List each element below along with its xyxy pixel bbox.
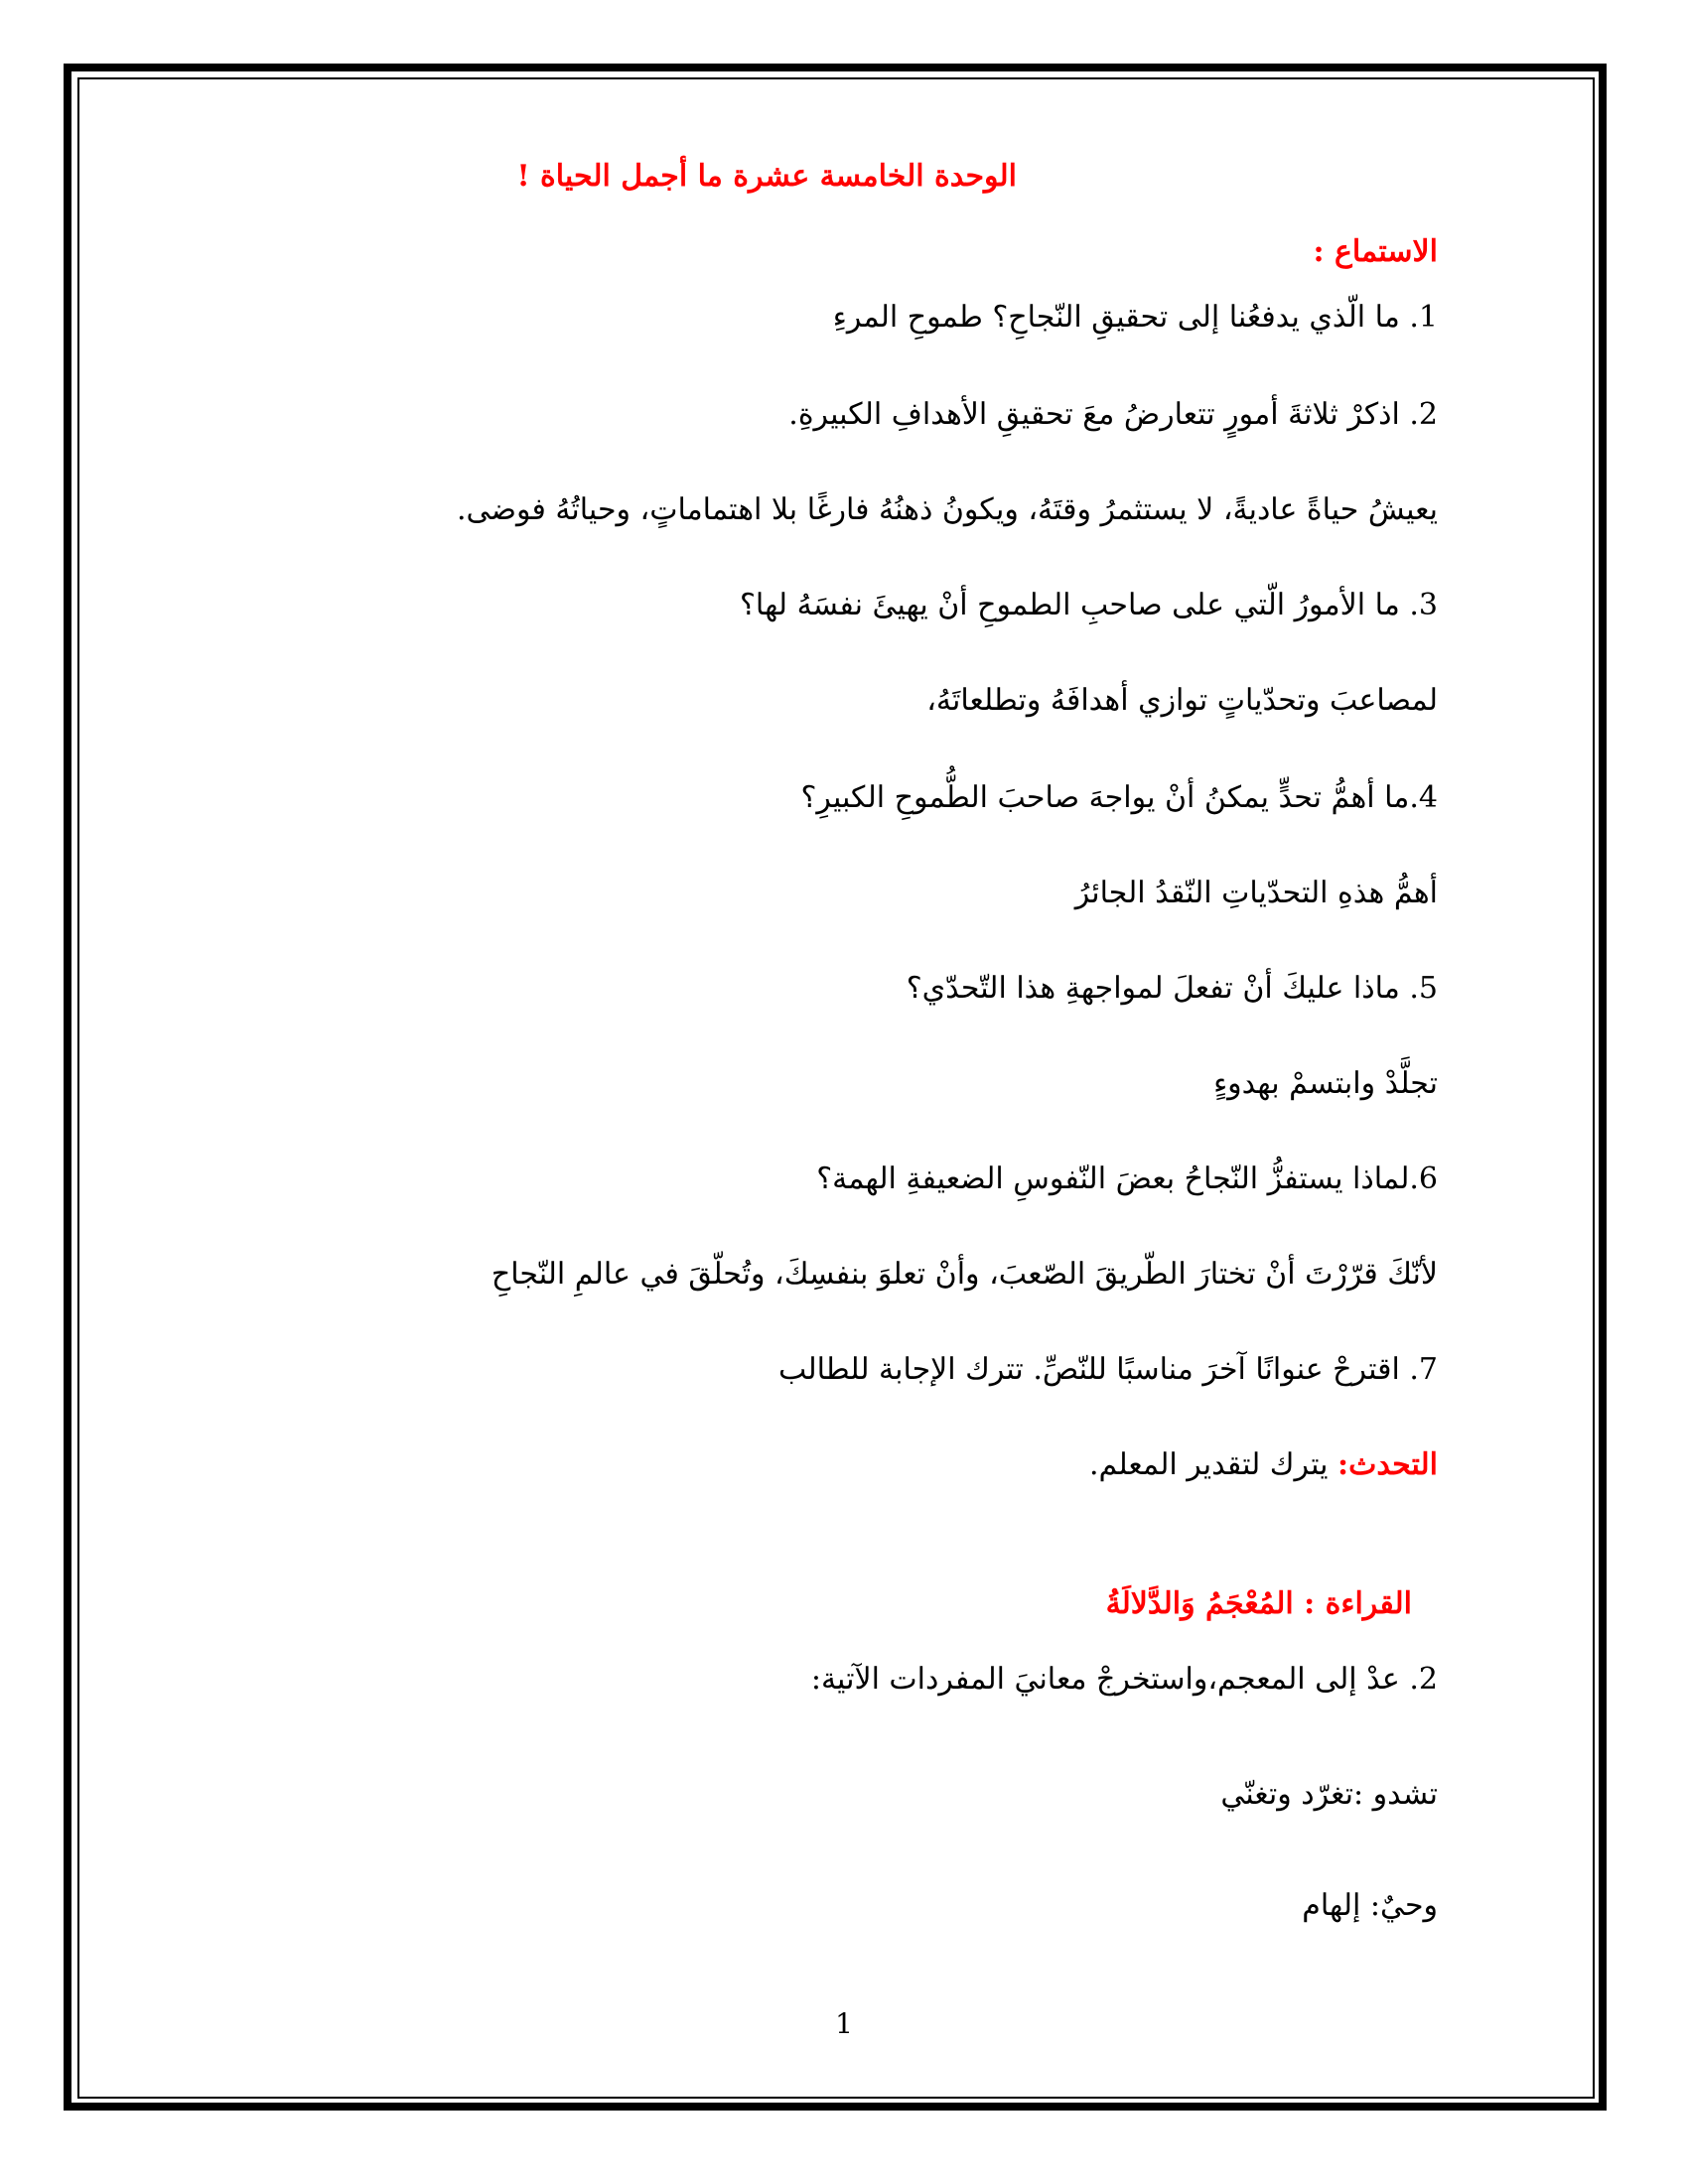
question-3: 3. ما الأمورُ الّتي على صاحبِ الطموحِ أنْ يهيئَ نفسَهُ لها؟: [740, 588, 1438, 622]
question-2: 2. اذكرْ ثلاثةَ أمورٍ تتعارضُ معَ تحقيقِ الأهدافِ الكبيرةِ.: [788, 397, 1438, 432]
speaking-text: يترك لتقدير المعلم.: [1088, 1447, 1338, 1482]
answer-5: تجلَّدْ وابتسمْ بهدوءٍ: [1213, 1066, 1438, 1101]
reading-heading: القراءة : المُعْجَمُ وَالدَّلالَةُ: [1105, 1586, 1412, 1621]
speaking-label: التحدث:: [1337, 1447, 1438, 1482]
listening-heading: الاستماع :: [1313, 234, 1438, 269]
page-number: 1: [835, 2007, 853, 2040]
answer-4: أهمُّ هذهِ التحدّياتِ النّقدُ الجائرُ: [1074, 876, 1438, 910]
answer-2: يعيشُ حياةً عاديةً، لا يستثمرُ وقتَهُ، ويكونُ ذهنُهُ فارغًا بلا اهتماماتٍ، وحياتُهُ فوضى.: [456, 492, 1438, 527]
question-7: 7. اقترحْ عنوانًا آخرَ مناسبًا للنّصِّ. تترك الإجابة للطالب: [778, 1352, 1438, 1387]
unit-title: الوحدة الخامسة عشرة ما أجمل الحياة !: [516, 159, 1017, 194]
question-1: 1. ما الّذي يدفعُنا إلى تحقيقِ النّجاحِ؟ طموحِ المرءِ: [832, 300, 1438, 335]
question-4: 4.ما أهمُّ تحدٍّ يمكنُ أنْ يواجهَ صاحبَ الطُّموحِ الكبيرِ؟: [800, 780, 1438, 815]
answer-3: لمصاعبَ وتحدّياتٍ توازي أهدافَهُ وتطلعاتَهُ،: [926, 683, 1438, 718]
vocab-item-2: وحيٌ: إلهام: [1302, 1888, 1438, 1923]
question-6: 6.لماذا يستفزُّ النّجاحُ بعضَ النّفوسِ الضعيفةِ الهمة؟: [816, 1161, 1438, 1196]
speaking-line: [1089, 1445, 1438, 1485]
answer-6: لأنّكَ قرّرْتَ أنْ تختارَ الطّريقَ الصّعبَ، وأنْ تعلوَ بنفسِكَ، وتُحلّقَ في عالمِ النّجاحِ: [491, 1257, 1438, 1292]
reading-question-2: 2. عدْ إلى المعجم،واستخرجْ معانيَ المفردات الآتية:: [810, 1662, 1438, 1697]
question-5: 5. ماذا عليكَ أنْ تفعلَ لمواجهةِ هذا التّحدّي؟: [906, 971, 1438, 1006]
vocab-item-1: تشدو :تغرّد وتغنّي: [1220, 1777, 1438, 1812]
